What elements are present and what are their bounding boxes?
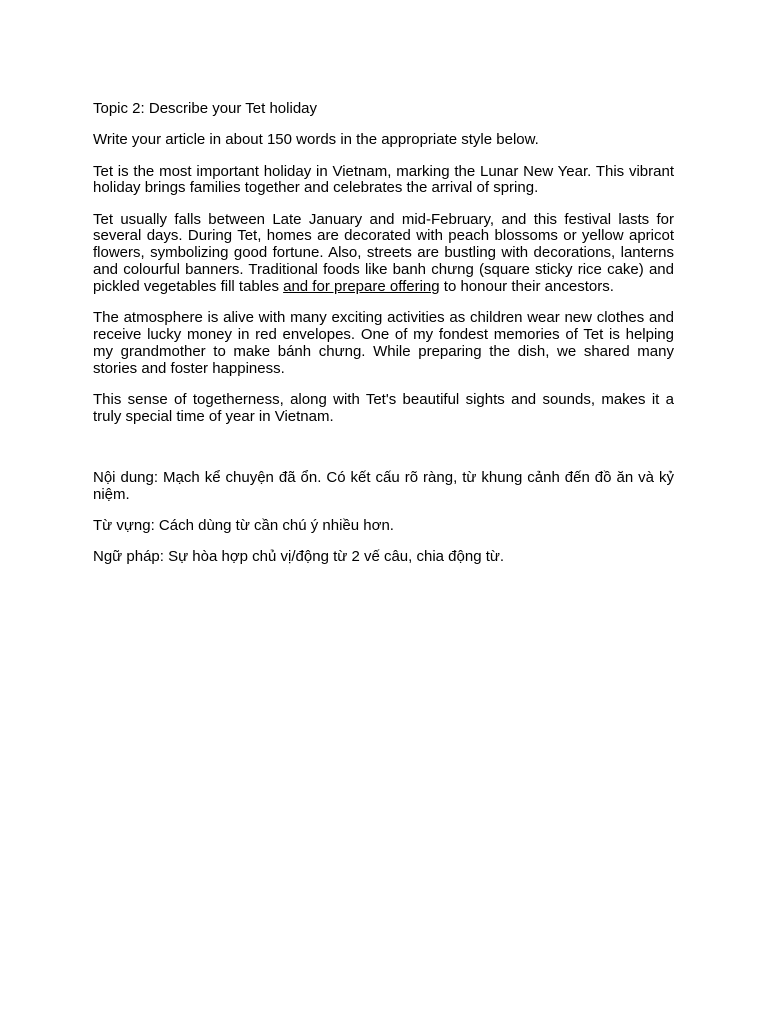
article-paragraph-4: This sense of togetherness, along with Tet's beautiful sights and sounds, makes it a truly special time of year in Vietnam. xyxy=(93,390,674,425)
article-paragraph-2 xyxy=(93,212,674,296)
article-paragraph-3: The atmosphere is alive with many exciting activities as children wear new clothes and receive lucky money in red envelopes. One of my fondest memories of Tet is helping my grandmother to make bánh chưng. While preparing the dish, we shared many stories and foster happiness. xyxy=(93,309,674,377)
instruction-text: Write your article in about 150 words in the appropriate style below. xyxy=(93,131,539,149)
feedback-content: Nội dung: Mạch kể chuyện đã ổn. Có kết cấu rõ ràng, từ khung cảnh đến đồ ăn và kỷ niệm. xyxy=(93,468,674,503)
document-page xyxy=(93,101,674,581)
paragraph-2-text-after: to honour their ancestors. xyxy=(439,277,614,295)
paragraph-2-text-before: Tet usually falls between Late January and mid-February, and this festival lasts for several days. During Tet, homes are decorated with peach blossoms or yellow apricot flowers, symbolizing good fortune. Also, streets are bustling with decorations, lanterns and colourful banners. Traditional foods like banh chưng (square sticky rice cake) and pickled vegetables fill tables xyxy=(93,210,674,295)
topic-heading: Topic 2: Describe your Tet holiday xyxy=(93,100,318,117)
underlined-error-phrase: and for prepare offering xyxy=(283,277,440,295)
feedback-grammar: Ngữ pháp: Sự hòa hợp chủ vị/động từ 2 vế câu, chia động từ. xyxy=(93,548,505,566)
section-spacer xyxy=(93,440,674,470)
article-paragraph-1: Tet is the most important holiday in Vietnam, marking the Lunar New Year. This vibrant holiday brings families together and celebrates the arrival of spring. xyxy=(93,162,674,197)
feedback-vocabulary: Từ vựng: Cách dùng từ cần chú ý nhiều hơn. xyxy=(93,517,394,535)
